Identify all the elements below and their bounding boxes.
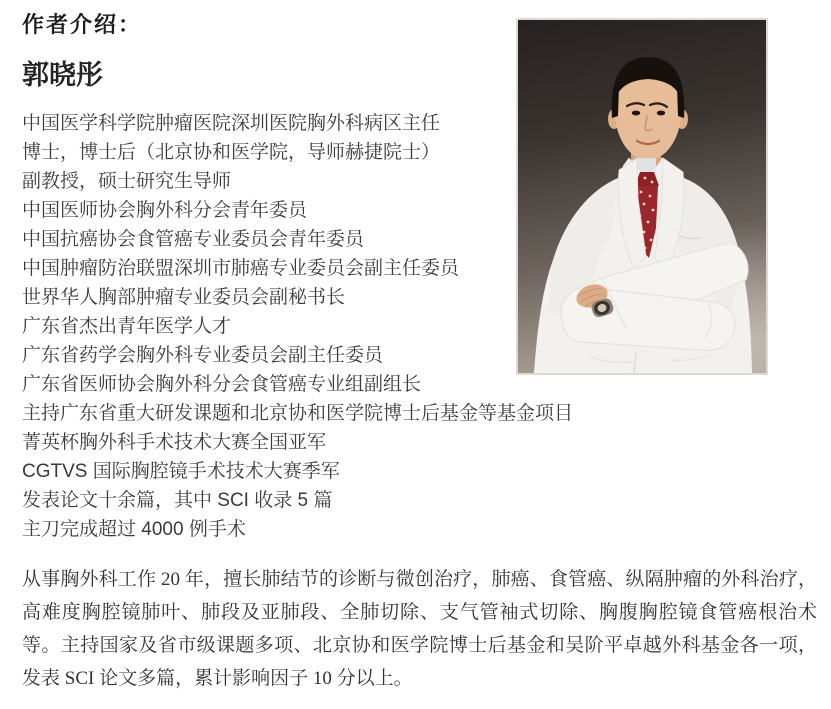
credential-line: 广东省杰出青年医学人才 [22,316,232,337]
credential-line: 中国抗癌协会食管癌专业委员会青年委员 [22,229,365,250]
portrait-illustration [518,20,766,373]
credential-line: 广东省药学会胸外科专业委员会副主任委员 [22,345,384,366]
credential-line: 主刀完成超过 4000 例手术 [22,519,246,540]
credential-line: 世界华人胸部肿瘤专业委员会副秘书长 [22,287,346,308]
credential-line: 中国医学科学院肿瘤医院深圳医院胸外科病区主任 [22,113,441,134]
page-title: 作者介绍： [22,12,143,37]
credential-line: 中国医师协会胸外科分会青年委员 [22,200,308,221]
credential-line: 博士，博士后（北京协和医学院，导师赫捷院士） [22,142,441,163]
credential-line: CGTVS 国际胸腔镜手术技术大赛季军 [22,461,340,482]
credential-line: 主持广东省重大研发课题和北京协和医学院博士后基金等基金项目 [22,403,574,424]
doctor-portrait-photo [516,18,768,375]
bio-paragraph: 从事胸外科工作 20 年，擅长肺结节的诊断与微创治疗，肺癌、食管癌、纵隔肿瘤的外科治疗，高难度胸腔镜肺叶、肺段及亚肺段、全肺切除、支气管袖式切除、胸腹胸腔镜食管癌根治术等。主持国家及省市级课题多项、北京协和医学院博士后基金和吴阶平卓越外科基金各一项，发表 SCI 论文多篇，累计影响因子 10 分以上。 [22,569,817,689]
credential-line: 副教授，硕士研究生导师 [22,171,232,192]
author-name: 郭晓彤 [22,60,103,90]
credential-line: 发表论文十余篇，其中 SCI 收录 5 篇 [22,490,333,511]
credential-line: 中国肿瘤防治联盟深圳市肺癌专业委员会副主任委员 [22,258,460,279]
credential-line: 菁英杯胸外科手术技术大赛全国亚军 [22,432,327,453]
credential-line: 广东省医师协会胸外科分会食管癌专业组副组长 [22,374,422,395]
